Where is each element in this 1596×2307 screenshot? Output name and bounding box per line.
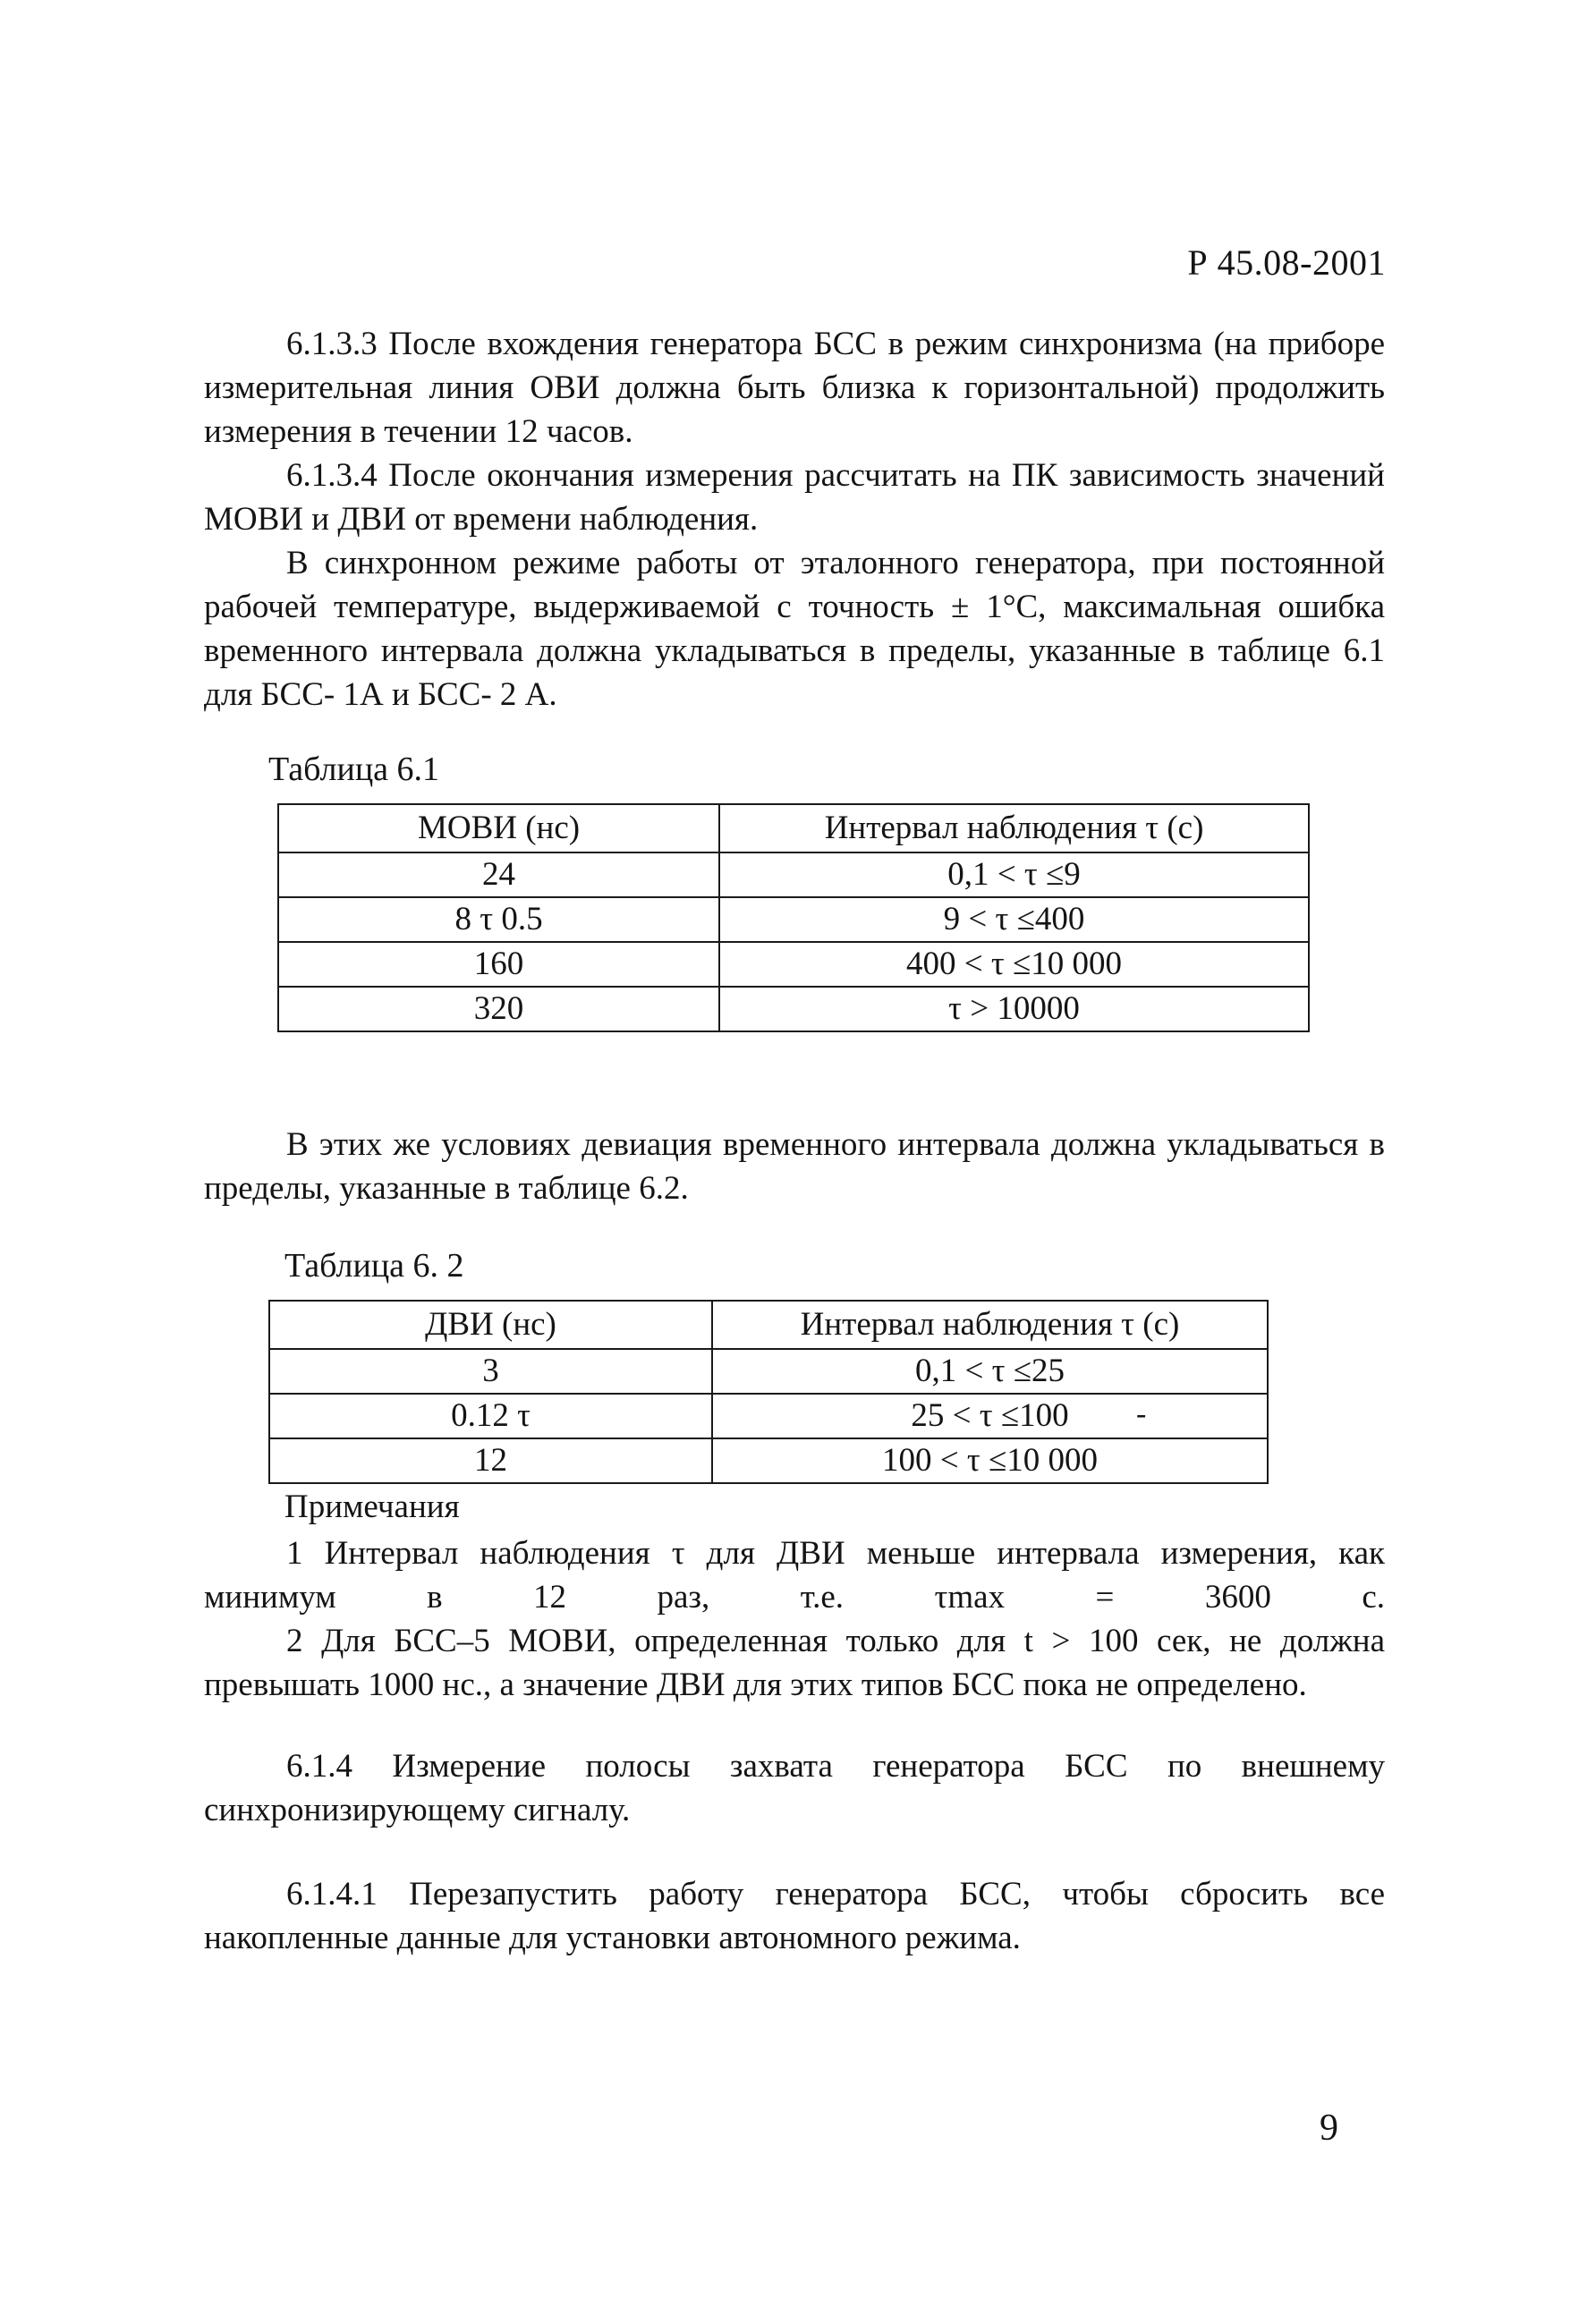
document-code: Р 45.08-2001 (1187, 242, 1386, 283)
table-header-cell: ДВИ (нс) (269, 1301, 712, 1349)
table-row (278, 852, 1309, 897)
table-cell: 0.12 τ (269, 1394, 712, 1438)
table-cell: τ > 10000 (719, 987, 1309, 1031)
table-row (269, 1349, 1268, 1394)
table-row (269, 1394, 1268, 1438)
table-row (278, 897, 1309, 942)
table-cell: 0,1 < τ ≤25 (712, 1349, 1268, 1394)
paragraph-sync-mode: В синхронном режиме работы от эталонного генератора, при постоянной рабочей температуре, выдерживаемой с точность ± 1°С, максимальная ошибка временного интервала должна укладываться в пределы, указанные в таблице 6.1 для БСС- 1А и БСС- 2 А. (204, 545, 1385, 713)
table-header-row (269, 1301, 1268, 1349)
table-cell: 400 < τ ≤10 000 (719, 942, 1309, 987)
notes-block (204, 1531, 1385, 1707)
table-row (269, 1438, 1268, 1483)
notes-title: Примечания (284, 1489, 460, 1525)
table-cell: 3 (269, 1349, 712, 1394)
table-6-1 (277, 803, 1310, 1032)
table-header-cell: МОВИ (нс) (278, 804, 719, 852)
note-item: 1 Интервал наблюдения τ для ДВИ меньше интервала измерения, как минимум в 12 раз, т.е. τmax = 3600 с. (204, 1535, 1385, 1616)
table-header-cell: Интервал наблюдения τ (с) (719, 804, 1309, 852)
paragraph-6-1-4-block (204, 1744, 1385, 1832)
table-cell: 0,1 < τ ≤9 (719, 852, 1309, 897)
table-cell: 100 < τ ≤10 000 (712, 1438, 1268, 1483)
table-cell: 9 < τ ≤400 (719, 897, 1309, 942)
stray-dash-mark: - (1136, 1397, 1147, 1430)
page-number: 9 (1320, 2108, 1338, 2149)
table-header-cell: Интервал наблюдения τ (с) (712, 1301, 1268, 1349)
paragraph-6-1-4-1-block (204, 1872, 1385, 1960)
paragraph-6-1-4-1: 6.1.4.1 Перезапустить работу генератора БСС, чтобы сбросить все накопленные данные для установки автономного режима. (204, 1876, 1385, 1956)
table-cell: 320 (278, 987, 719, 1031)
paragraph-mid-block (204, 1123, 1385, 1210)
table1-caption: Таблица 6.1 (268, 751, 440, 788)
table-6-2 (268, 1300, 1269, 1484)
paragraph-6-1-3-3: 6.1.3.3 После вхождения генератора БСС в режим синхронизма (на приборе измерительная линия ОВИ должна быть близка к горизонтальной) продолжить измерения в течении 12 часов. (204, 326, 1385, 450)
table-row (278, 987, 1309, 1031)
paragraphs-top (204, 322, 1385, 717)
table-cell: 24 (278, 852, 719, 897)
table-header-row (278, 804, 1309, 852)
table-cell: 160 (278, 942, 719, 987)
paragraph-6-1-3-4: 6.1.3.4 После окончания измерения рассчитать на ПК зависимость значений МОВИ и ДВИ от времени наблюдения. (204, 457, 1385, 538)
table2-caption: Таблица 6. 2 (284, 1247, 464, 1285)
paragraph-deviation: В этих же условиях девиация временного интервала должна укладываться в пределы, указанные в таблице 6.2. (204, 1126, 1385, 1207)
table-row (278, 942, 1309, 987)
table-cell: 25 < τ ≤100 (712, 1394, 1268, 1438)
table-cell: 12 (269, 1438, 712, 1483)
note-item: 2 Для БСС–5 МОВИ, определенная только для t > 100 сек, не должна превышать 1000 нс., а значение ДВИ для этих типов БСС пока не определено. (204, 1623, 1385, 1703)
table-cell: 8 τ 0.5 (278, 897, 719, 942)
paragraph-6-1-4: 6.1.4 Измерение полосы захвата генератора БСС по внешнему синхронизирующему сигналу. (204, 1748, 1385, 1828)
